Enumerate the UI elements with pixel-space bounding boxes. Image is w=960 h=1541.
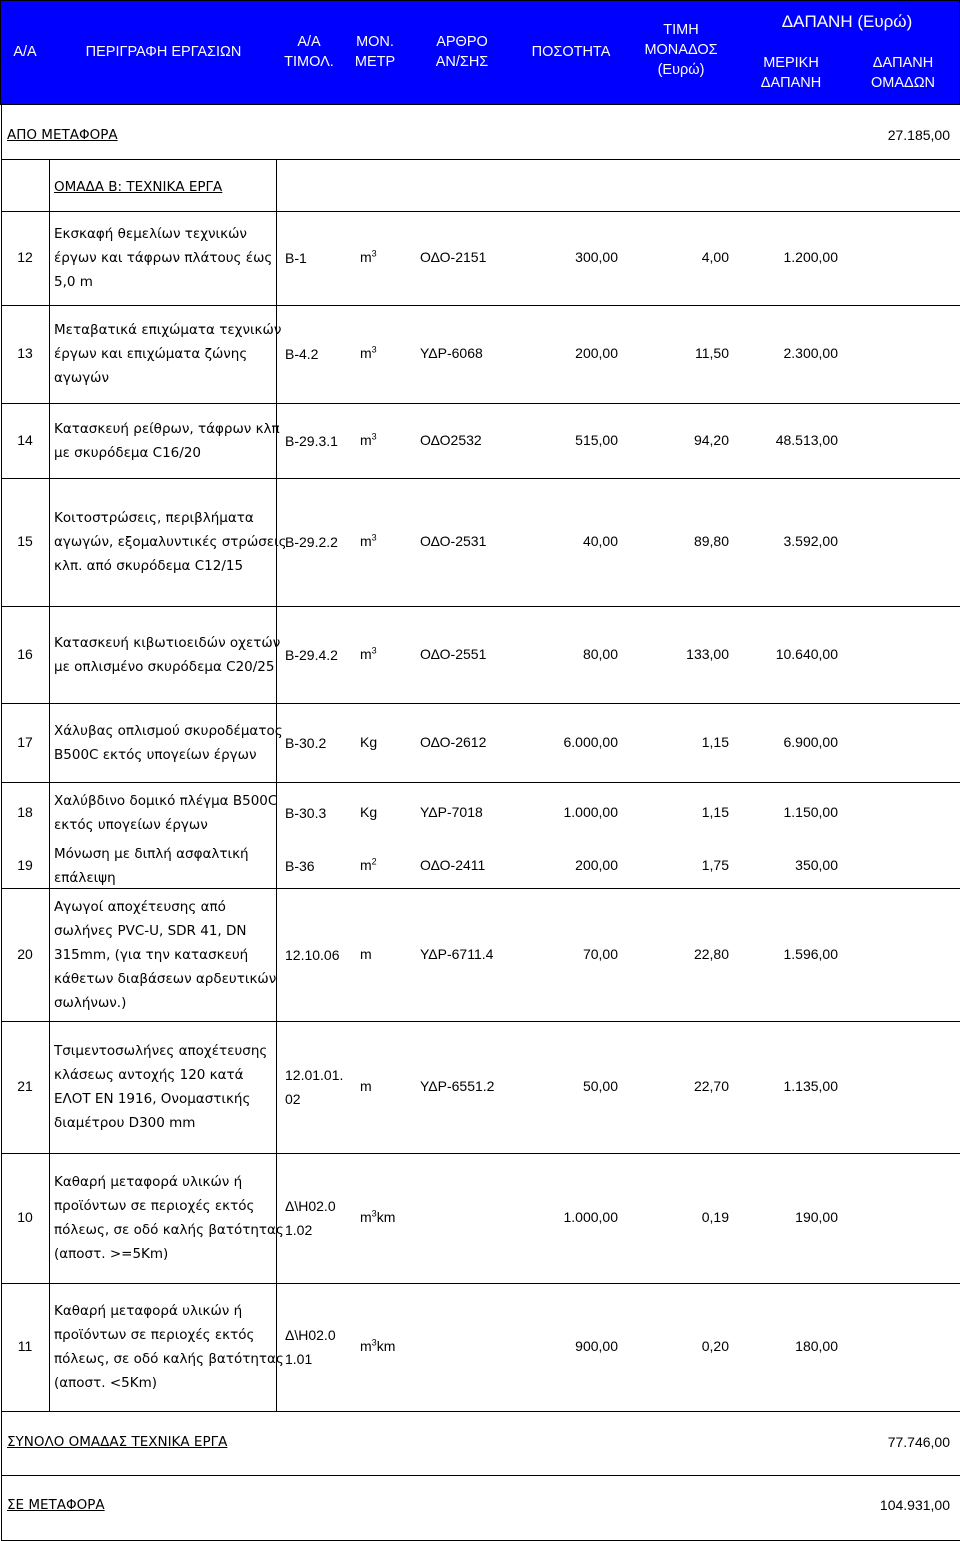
row-code: Δ\Η02.0 1.01	[285, 1327, 336, 1367]
row-unit: m	[360, 945, 372, 962]
header-dapani: ΔΑΠΑΝΗ (Ευρώ)	[781, 12, 913, 31]
row-unit: $m^3km$	[360, 1208, 396, 1225]
row-partial-cost: 48.513,00	[775, 431, 838, 448]
row-partial-cost: 2.300,00	[783, 345, 838, 361]
unit-exponent: 3	[371, 248, 377, 259]
row-aa: 11	[17, 1338, 33, 1354]
row-partial-cost: 350,00	[795, 856, 838, 873]
row-unit-price: 1,75	[701, 856, 729, 873]
row-code: Β-30.2	[285, 734, 327, 751]
row-quantity: 515,00	[575, 431, 618, 448]
row-unit: $m^3$	[360, 532, 377, 549]
description-line: Εκσκαφή θεμελίων τεχνικών	[54, 226, 247, 242]
row-description	[54, 222, 272, 294]
description-line: αγωγών	[54, 370, 110, 386]
description-line: με οπλισμένο σκυρόδεμα C20/25	[54, 658, 275, 675]
description-line: κάθετων διαβάσεων αρδευτικών	[54, 970, 277, 987]
row-aa: 12	[17, 249, 33, 265]
row-divider	[2, 1283, 960, 1284]
row-article: ΟΔΟ-2612	[420, 733, 487, 750]
row-article: ΟΔΟ-2531	[420, 533, 487, 549]
description-line: Καθαρή μεταφορά υλικών ή	[54, 1174, 243, 1190]
row-divider	[2, 403, 960, 404]
unit-exponent: 3	[371, 1337, 377, 1348]
row-unit: m	[360, 1078, 372, 1094]
unit-exponent: 3	[371, 532, 377, 543]
description-line: με σκυρόδεμα C16/20	[54, 444, 201, 461]
description-line: (αποστ. >=5Km)	[54, 1246, 169, 1262]
row-partial-cost: 1.200,00	[783, 249, 838, 265]
row-article: ΥΔΡ-6068	[420, 345, 483, 361]
description-line: διαμέτρου D300 mm	[54, 1115, 196, 1131]
header-arthro: ΑΡΘΡΟ ΑΝ/ΣΗΣ	[435, 34, 489, 70]
carried-out-label: ΣΕ ΜΕΤΑΦΟΡΑ	[7, 1497, 105, 1513]
row-quantity: 80,00	[582, 645, 618, 662]
row-quantity: 1.000,00	[563, 803, 618, 820]
row-unit-price: 1,15	[701, 733, 729, 750]
row-unit-price: 11,50	[695, 345, 729, 361]
row-divider	[2, 478, 960, 479]
row-partial-cost: 10.640,00	[775, 645, 838, 662]
carried-in-label: ΑΠΟ ΜΕΤΑΦΟΡΑ	[7, 127, 118, 143]
row-article: ΟΔΟ-2151	[420, 249, 487, 265]
group-total-value: 77.746,00	[887, 1434, 950, 1450]
description-line: πόλεως, σε οδό καλής βατότητας	[54, 1351, 284, 1367]
unit-suffix: km	[376, 1338, 396, 1354]
carried-out-value: 104.931,00	[879, 1497, 950, 1513]
row-description	[54, 417, 280, 465]
row-quantity: 40,00	[582, 533, 618, 549]
row-description	[54, 895, 276, 1015]
row-partial-cost: 3.592,00	[783, 533, 838, 549]
row-code: Β-29.2.2	[285, 534, 338, 550]
row-divider	[2, 159, 960, 160]
row-code: Β-1	[285, 250, 307, 266]
row-partial-cost: 1.150,00	[783, 803, 838, 820]
row-description	[54, 631, 280, 679]
row-unit-price: 22,70	[693, 1078, 729, 1094]
row-quantity: 900,00	[575, 1338, 618, 1354]
header-aa: Α/Α	[13, 44, 37, 60]
header-aa-timol: Α/Α ΤΙΜΟΛ.	[284, 34, 334, 70]
row-unit-price: 133,00	[686, 645, 729, 662]
row-aa: 17	[17, 733, 33, 750]
row-partial-cost: 6.900,00	[783, 733, 838, 750]
header-mon-metr: ΜΟΝ. ΜΕΤΡ	[354, 34, 396, 70]
row-unit: $m^3$	[360, 430, 377, 448]
description-line: Μόνωση με διπλή ασφαλτική	[54, 845, 249, 862]
row-unit: $m^2$	[360, 855, 377, 873]
row-aa: 16	[17, 645, 33, 662]
row-divider	[2, 1411, 960, 1412]
unit-exponent: 3	[371, 1208, 377, 1219]
row-aa: 10	[17, 1209, 33, 1225]
description-line: (αποστ. <5Km)	[54, 1375, 157, 1391]
table-header	[0, 0, 960, 105]
row-divider	[2, 782, 960, 783]
carried-in-value: 27.185,00	[887, 127, 950, 143]
row-code: Β-4.2	[285, 346, 319, 362]
row-description	[54, 1170, 284, 1266]
description-line: Μεταβατικά επιχώματα τεχνικών	[54, 322, 282, 338]
row-aa: 13	[17, 345, 33, 361]
row-article: ΟΔΟ-2411	[420, 856, 486, 873]
row-quantity: 300,00	[575, 249, 618, 265]
row-unit-price: 1,15	[701, 803, 729, 820]
row-unit-price: 89,80	[693, 533, 729, 549]
row-unit: $m^3$	[360, 644, 377, 662]
row-aa: 21	[17, 1078, 33, 1094]
row-quantity: 70,00	[582, 945, 618, 962]
row-aa: 19	[17, 856, 33, 873]
document-body	[1, 103, 960, 1541]
description-line: κλπ. από σκυρόδεμα C12/15	[54, 558, 244, 574]
row-unit-price: 94,20	[693, 431, 729, 448]
row-code: Β-29.3.1	[285, 432, 338, 449]
row-quantity: 200,00	[575, 856, 618, 873]
row-code: Β-36	[285, 857, 315, 874]
description-line: Αγωγοί αποχέτευσης από	[54, 898, 226, 915]
description-line: Καθαρή μεταφορά υλικών ή	[54, 1303, 243, 1319]
row-unit: Kg	[360, 803, 378, 820]
description-line: πόλεως, σε οδό καλής βατότητας	[54, 1222, 284, 1238]
description-line: Χάλυβας οπλισμού σκυροδέματος	[54, 722, 283, 739]
row-partial-cost: 180,00	[795, 1338, 838, 1354]
row-divider	[2, 1475, 960, 1476]
description-line: προϊόντων σε περιοχές εκτός	[54, 1198, 255, 1214]
group-title: ΟΜΑΔΑ Β: ΤΕΧΝΙΚΑ ΕΡΓΑ	[54, 179, 223, 195]
row-article: ΟΔΟ-2551	[420, 645, 487, 662]
row-code: Β-29.4.2	[285, 646, 338, 663]
description-line: επάλειψη	[54, 869, 116, 886]
row-unit: $m^3$	[360, 248, 377, 265]
unit-exponent: 3	[371, 430, 377, 441]
unit-suffix: km	[376, 1209, 396, 1225]
row-divider	[2, 606, 960, 607]
description-line: 5,0 m	[54, 274, 93, 290]
description-line: B500C εκτός υπογείων έργων	[54, 746, 257, 763]
row-partial-cost: 190,00	[795, 1209, 838, 1225]
header-timi: ΤΙΜΗ ΜΟΝΑΔΟΣ (Ευρώ)	[644, 22, 718, 78]
description-line: Κατασκευή ρείθρων, τάφρων κλπ	[54, 420, 280, 437]
row-unit: Kg	[360, 733, 378, 750]
row-code: 12.10.06	[285, 946, 340, 963]
description-line: 315mm, (για την κατασκευή	[54, 946, 249, 963]
description-line: σωλήνες PVC-U, SDR 41, DN	[54, 922, 247, 939]
row-code: Β-30.3	[285, 804, 327, 821]
row-quantity: 50,00	[582, 1078, 618, 1094]
row-divider	[2, 211, 960, 212]
row-description	[54, 719, 283, 767]
description-line: έργων και τάφρων πλάτους έως	[54, 250, 273, 266]
description-line: αγωγών, εξομαλυντικές στρώσεις	[54, 534, 287, 550]
row-article: ΟΔΟ2532	[420, 431, 482, 448]
row-aa: 14	[17, 431, 33, 448]
row-description	[54, 842, 249, 890]
description-line: ΕΛΟΤ ΕΝ 1916, Ονομαστικής	[54, 1091, 251, 1107]
row-quantity: 1.000,00	[563, 1209, 618, 1225]
row-partial-cost: 1.596,00	[783, 945, 838, 962]
row-unit-price: 22,80	[693, 945, 729, 962]
row-unit: $m^3$	[360, 344, 377, 361]
header-posotita: ΠΟΣΟΤΗΤΑ	[531, 44, 611, 60]
description-line: Κατασκευή κιβωτιοειδών οχετών	[54, 634, 281, 651]
row-article: ΥΔΡ-6551.2	[420, 1078, 495, 1094]
row-unit: $m^3km$	[360, 1337, 396, 1354]
row-description	[54, 1039, 267, 1135]
description-line: Τσιμεντοσωλήνες αποχέτευσης	[54, 1043, 268, 1059]
description-line: σωλήνων.)	[54, 994, 127, 1011]
row-divider	[2, 1153, 960, 1154]
row-code: 12.01.01. 02	[285, 1067, 344, 1107]
row-unit-price: 0,20	[701, 1338, 729, 1354]
column-divider	[49, 159, 50, 1411]
row-unit-price: 4,00	[701, 249, 729, 265]
row-divider	[2, 1021, 960, 1022]
description-line: Κοιτοστρώσεις, περιβλήματα	[54, 510, 254, 526]
row-description	[54, 789, 277, 837]
row-quantity: 200,00	[575, 345, 618, 361]
row-divider	[2, 703, 960, 704]
description-line: Χαλύβδινο δομικό πλέγμα B500C	[54, 792, 278, 809]
row-article: ΥΔΡ-6711.4	[420, 945, 494, 962]
row-description	[54, 318, 281, 390]
row-description	[54, 506, 287, 578]
row-unit-price: 0,19	[701, 1209, 729, 1225]
row-code: Δ\Η02.0 1.02	[285, 1198, 336, 1238]
row-quantity: 6.000,00	[563, 733, 618, 750]
row-aa: 15	[17, 533, 33, 549]
row-description	[54, 1299, 284, 1395]
description-line: έργων και επιχώματα ζώνης	[54, 346, 248, 362]
row-partial-cost: 1.135,00	[783, 1078, 838, 1094]
header-omadon: ΔΑΠΑΝΗ ΟΜΑΔΩΝ	[870, 55, 936, 91]
unit-exponent: 3	[371, 644, 377, 655]
unit-exponent: 3	[371, 344, 377, 355]
header-meriki: ΜΕΡΙΚΗ ΔΑΠΑΝΗ	[760, 55, 822, 91]
unit-exponent: 2	[371, 855, 377, 866]
header-description: ΠΕΡΙΓΡΑΦΗ ΕΡΓΑΣΙΩΝ	[85, 44, 242, 60]
row-aa: 18	[17, 803, 33, 820]
row-article: ΥΔΡ-7018	[420, 803, 483, 820]
description-line: προϊόντων σε περιοχές εκτός	[54, 1327, 255, 1343]
group-total-label: ΣΥΝΟΛΟ ΟΜΑΔΑΣ ΤΕΧΝΙΚΑ ΕΡΓΑ	[7, 1434, 228, 1450]
description-line: εκτός υπογείων έργων	[54, 816, 208, 833]
row-divider	[2, 305, 960, 306]
row-aa: 20	[17, 945, 33, 962]
description-line: κλάσεως αντοχής 120 κατά	[54, 1067, 244, 1083]
